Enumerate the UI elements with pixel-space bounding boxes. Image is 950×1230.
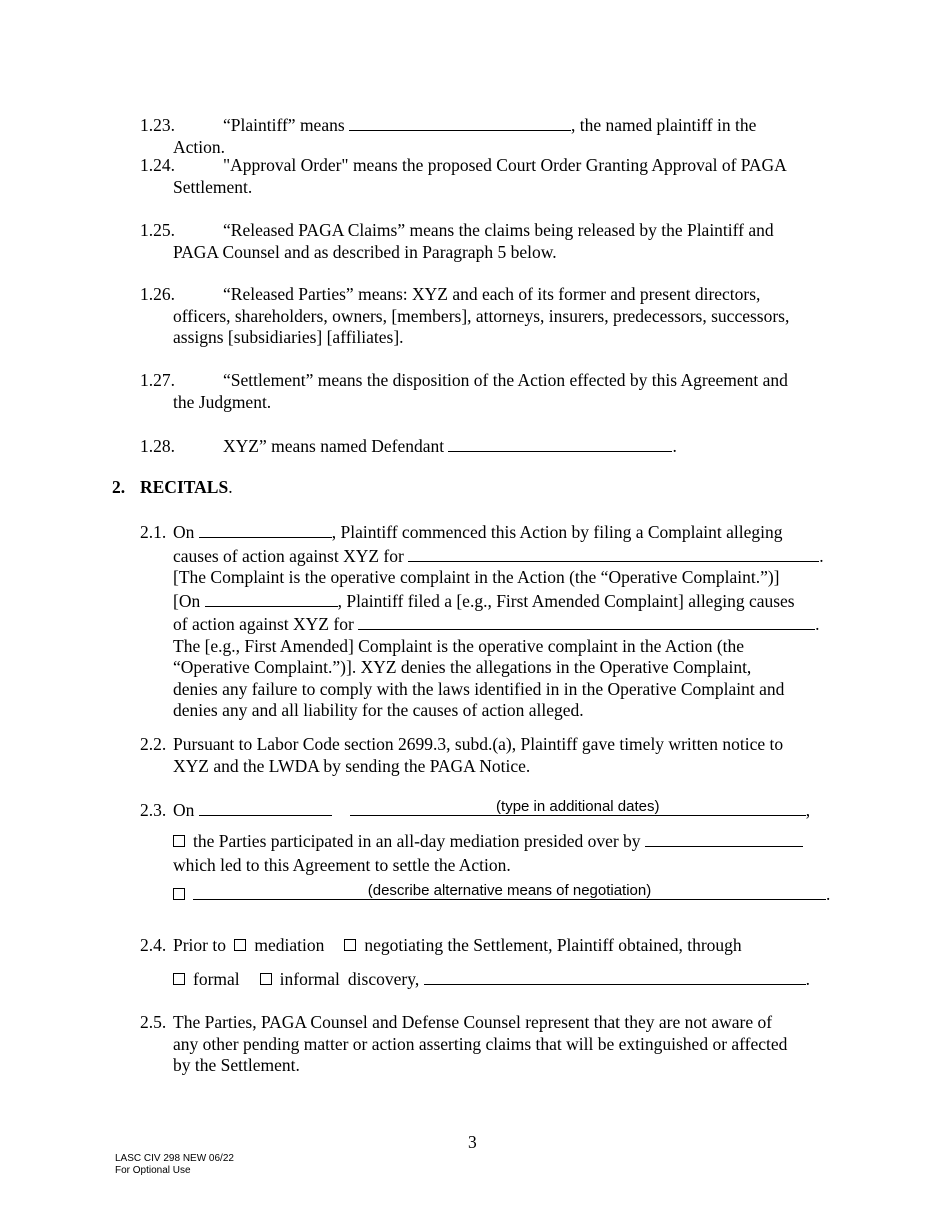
option-label: formal: [193, 969, 240, 989]
section-number: 2.: [112, 477, 126, 497]
definition-text: Action.: [173, 136, 226, 157]
definition-text: “Plaintiff” means: [223, 115, 350, 135]
alternative-negotiation-placeholder: (describe alternative means of negotiation): [367, 882, 652, 899]
recital-text: by the Settlement.: [173, 1055, 300, 1075]
mediation-checkbox[interactable]: [173, 835, 185, 847]
causes-of-action-field[interactable]: [408, 544, 819, 562]
recital-text: .: [805, 969, 810, 989]
recital-text: The [e.g., First Amended] Complaint is the operative complaint in the Action (the: [173, 635, 745, 656]
recital-number: 2.2.: [140, 734, 167, 754]
recital-text: Pursuant to Labor Code section 2699.3, subd.(a), Plaintiff gave timely written notice to: [173, 734, 784, 754]
definition-number: 1.27.: [140, 370, 175, 390]
recital-text: [On: [173, 590, 205, 611]
plaintiff-name-field[interactable]: [349, 113, 571, 131]
recital-text: causes of action against XYZ for: [173, 545, 409, 566]
mediator-name-field[interactable]: [645, 829, 803, 847]
recital-text: .: [819, 545, 824, 566]
additional-dates-field[interactable]: [350, 798, 806, 816]
amended-causes-of-action-field[interactable]: [358, 612, 815, 630]
definition-text: XYZ” means named Defendant: [223, 436, 449, 456]
recital-text: .: [815, 614, 820, 634]
recital-text: The Parties, PAGA Counsel and Defense Counsel represent that they are not aware of: [173, 1012, 773, 1032]
informal-discovery-checkbox[interactable]: [260, 973, 272, 985]
definition-number: 1.23.: [140, 115, 175, 135]
recital-number: 2.1.: [140, 522, 167, 542]
definition-1-23: [140, 113, 840, 158]
recital-text: of action against XYZ for: [173, 614, 359, 634]
complaint-date-field[interactable]: [199, 520, 332, 538]
recital-2-2: [140, 734, 840, 777]
definition-text: "Approval Order" means the proposed Court Order Granting Approval of PAGA: [223, 155, 787, 175]
definition-1-25: [140, 220, 840, 263]
definition-text: , the named plaintiff in the: [571, 115, 757, 135]
recital-text: negotiating the Settlement, Plaintiff obtained, through: [364, 935, 742, 955]
definition-text: .: [672, 436, 677, 456]
definition-number: 1.26.: [140, 284, 175, 304]
recital-text: XYZ and the LWDA by sending the PAGA Notice.: [173, 755, 531, 776]
alternative-negotiation-field[interactable]: [193, 882, 826, 900]
definition-text: “Released Parties” means: XYZ and each of its former and present directors,: [223, 284, 761, 304]
recital-text: [The Complaint is the operative complaint in the Action (the “Operative Complaint.”)]: [173, 567, 780, 587]
recital-text: , Plaintiff commenced this Action by filing a Complaint alleging: [331, 522, 783, 542]
recital-number: 2.3.: [140, 800, 167, 820]
definition-text: PAGA Counsel and as described in Paragraph 5 below.: [173, 241, 557, 262]
recital-text: “Operative Complaint.”)]. XYZ denies the allegations in the Operative Complaint,: [173, 657, 752, 677]
section-title-suffix: .: [228, 477, 233, 497]
prior-to-negotiating-checkbox[interactable]: [344, 939, 356, 951]
additional-dates-placeholder: (type in additional dates): [496, 798, 660, 815]
recital-text: On: [173, 522, 199, 542]
recital-text: ,: [805, 800, 811, 820]
definition-number: 1.28.: [140, 436, 175, 456]
recital-text: any other pending matter or action asserting claims that will be extinguished or affected: [173, 1033, 788, 1054]
recital-text: , Plaintiff filed a [e.g., First Amended Complaint] alleging causes: [337, 590, 795, 611]
recital-2-5: [140, 1012, 840, 1077]
recital-text: Prior to: [173, 935, 226, 955]
definition-1-26: [140, 284, 840, 349]
defendant-name-field[interactable]: [448, 434, 672, 452]
formal-discovery-checkbox[interactable]: [173, 973, 185, 985]
recital-2-1: [140, 520, 840, 722]
recital-text: .: [826, 884, 831, 904]
recital-2-4-discovery: [140, 967, 840, 991]
definition-text: “Released PAGA Claims” means the claims being released by the Plaintiff and: [223, 220, 774, 240]
amended-complaint-date-field[interactable]: [205, 589, 338, 607]
option-label: mediation: [254, 935, 325, 955]
recital-text: On: [173, 800, 199, 820]
recital-number: 2.4.: [140, 935, 167, 955]
recital-2-4: [140, 935, 840, 957]
definition-text: officers, shareholders, owners, [members], attorneys, insurers, predecessors, successors,: [173, 305, 790, 326]
definition-text: assigns [subsidiaries] [affiliates].: [173, 327, 404, 347]
discovery-description-field[interactable]: [424, 967, 806, 985]
recital-2-3: [140, 798, 840, 822]
page-number: 3: [468, 1132, 477, 1152]
recital-2-3-option-mediation: [140, 829, 840, 876]
definition-number: 1.25.: [140, 220, 175, 240]
recital-text: denies any failure to comply with the laws identified in in the Operative Complaint and: [173, 678, 785, 699]
definition-1-28: [140, 434, 840, 458]
alternative-negotiation-checkbox[interactable]: [173, 888, 185, 900]
form-footer: [115, 1153, 234, 1177]
definition-1-24: [140, 155, 840, 198]
definition-text: the Judgment.: [173, 391, 272, 412]
recital-number: 2.5.: [140, 1012, 167, 1032]
definition-text: “Settlement” means the disposition of the Action effected by this Agreement and: [223, 370, 788, 390]
definition-number: 1.24.: [140, 155, 175, 175]
form-id: LASC CIV 298 NEW 06/22: [115, 1153, 234, 1164]
form-usage: For Optional Use: [115, 1165, 191, 1176]
option-label: informal: [279, 969, 340, 989]
definition-text: Settlement.: [173, 176, 253, 197]
prior-to-mediation-checkbox[interactable]: [234, 939, 246, 951]
recital-2-3-option-alternative: [140, 882, 840, 906]
recital-text: denies any and all liability for the causes of action alleged.: [173, 700, 584, 720]
recital-text: which led to this Agreement to settle the Action.: [173, 854, 511, 875]
definition-1-27: [140, 370, 840, 413]
section-title: RECITALS: [140, 477, 229, 497]
recital-text: discovery,: [347, 969, 420, 989]
recital-text: the Parties participated in an all-day mediation presided over by: [193, 831, 645, 851]
negotiation-date-field[interactable]: [199, 798, 332, 816]
section-heading-recitals: [112, 477, 233, 499]
